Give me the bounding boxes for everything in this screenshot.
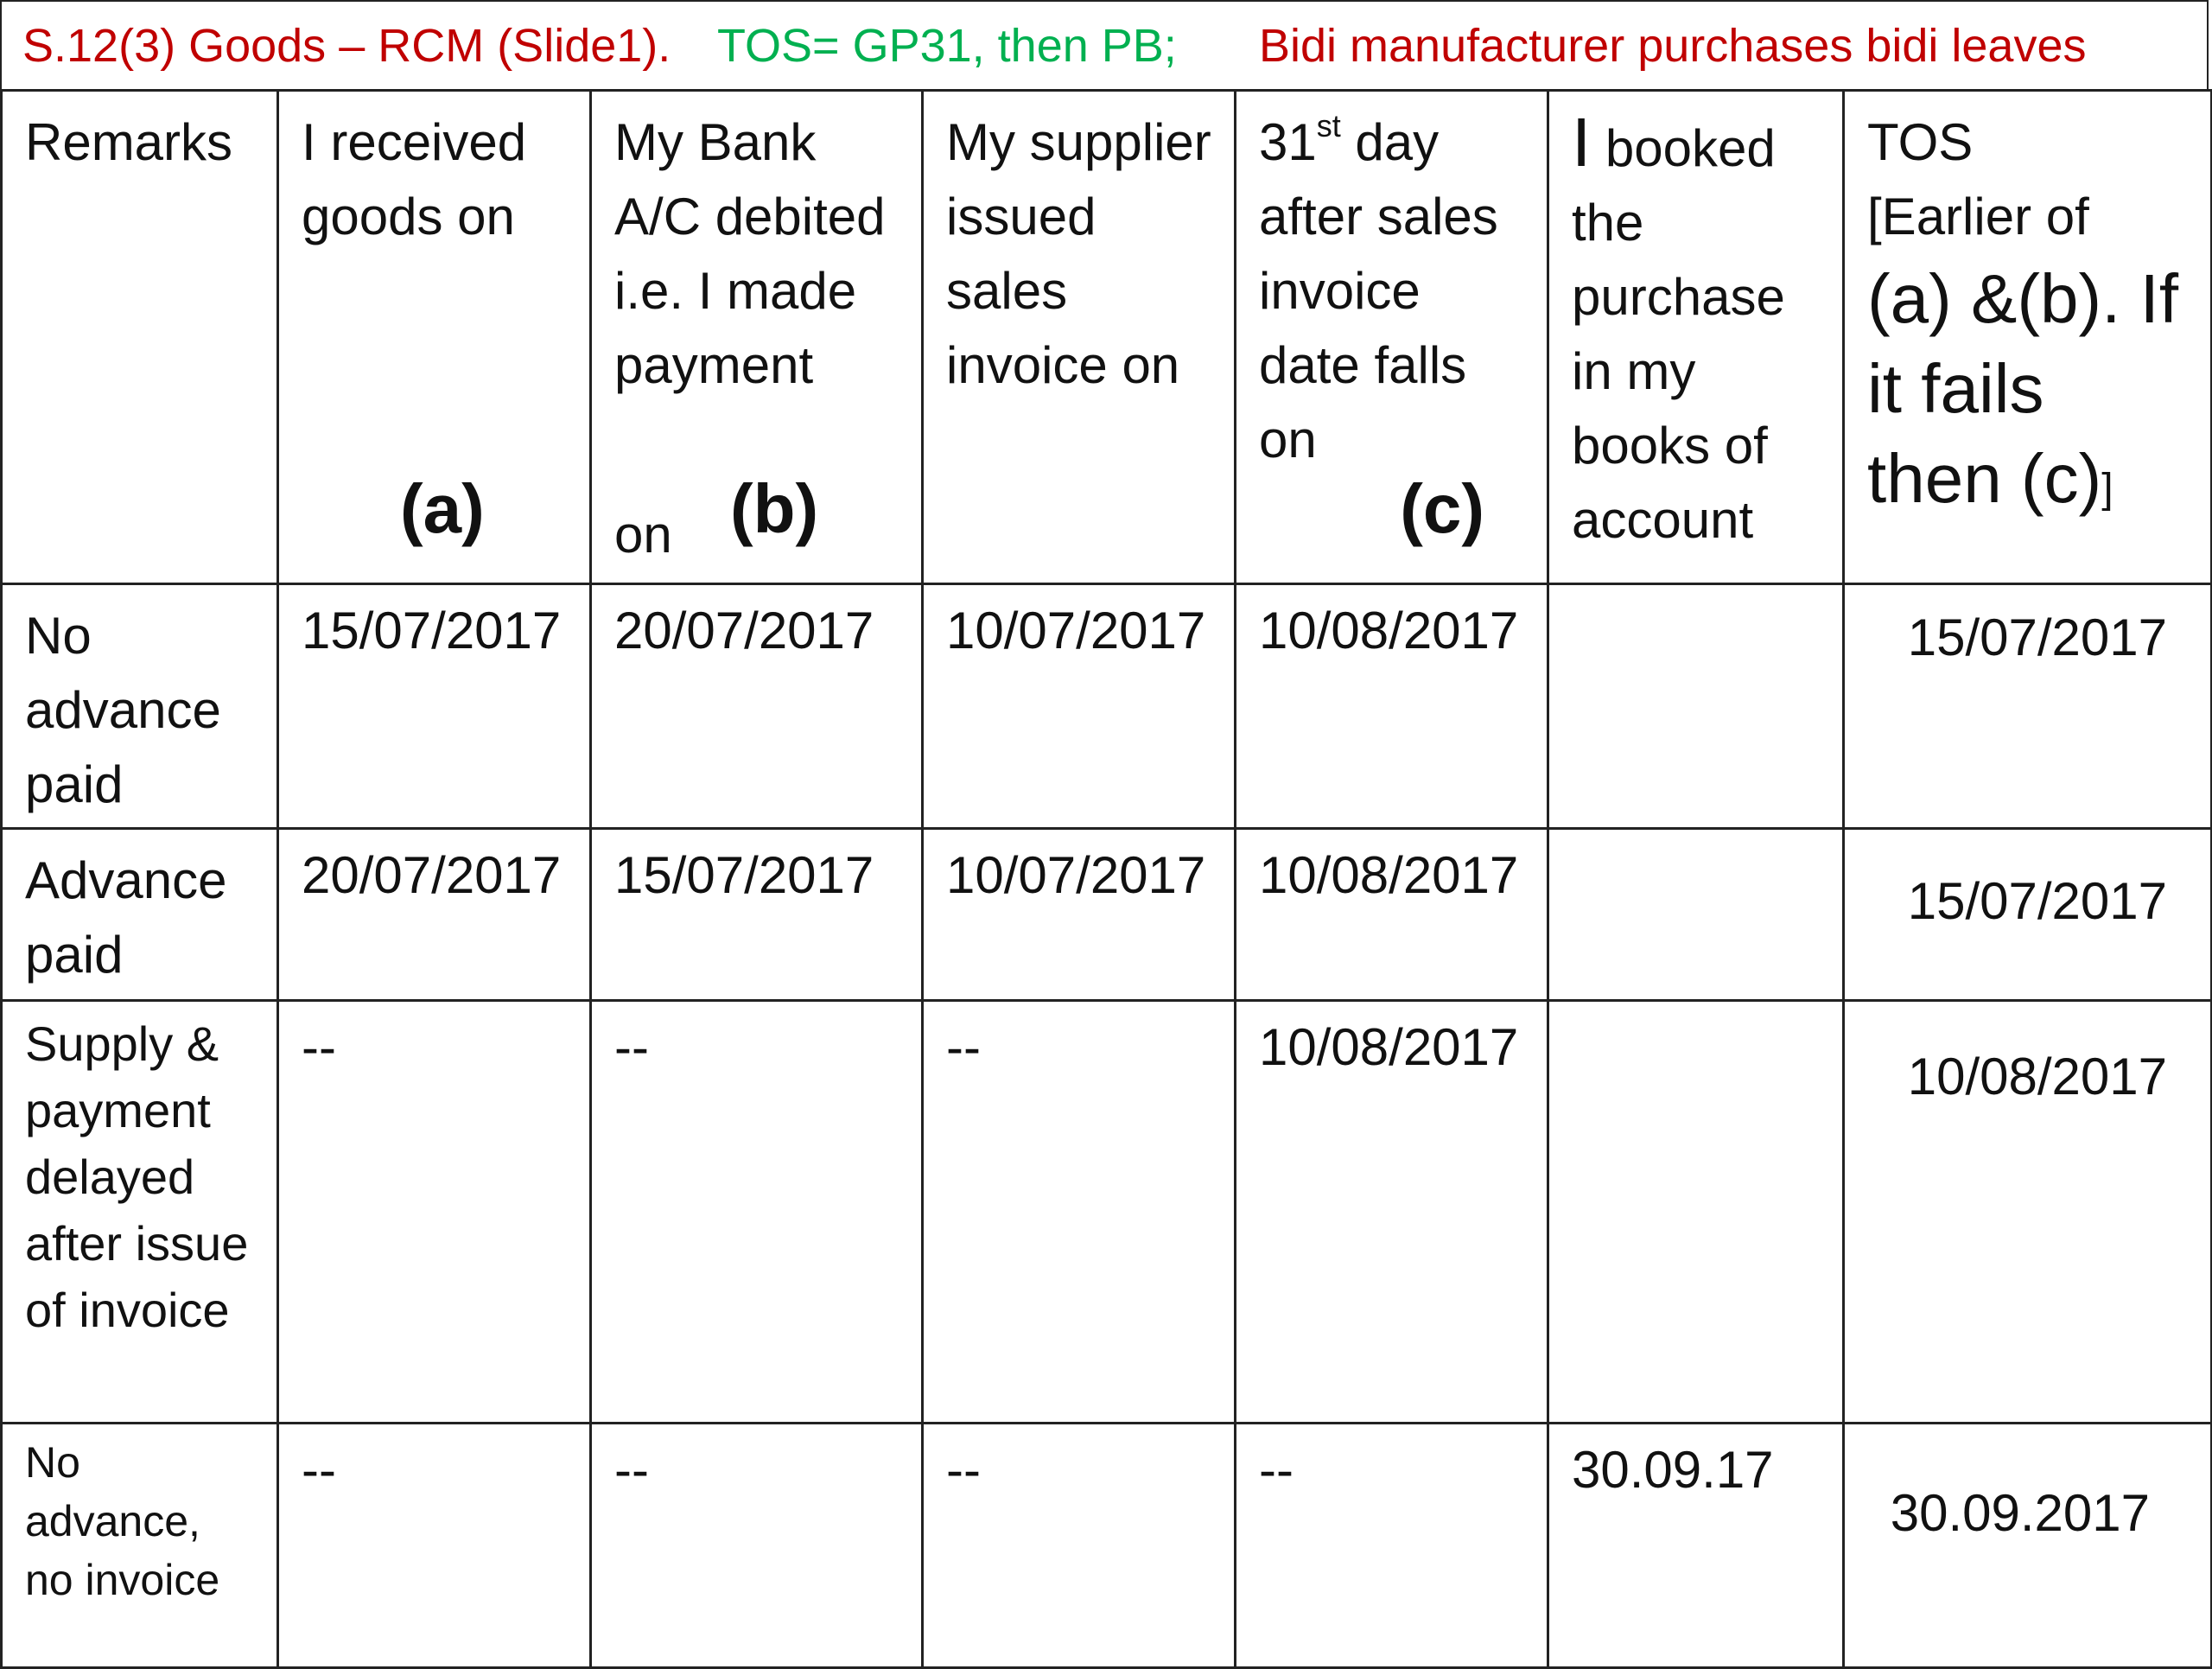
row-31st-day: -- <box>1259 1441 1294 1499</box>
slide-title <box>0 0 2209 89</box>
header-supplier: My supplier issued sales invoice on <box>923 91 1236 584</box>
table-row <box>2 829 2212 1001</box>
row-remarks: Supply & payment delayed after issue of invoice <box>25 1016 249 1337</box>
row-supplier: 10/07/2017 <box>946 846 1206 904</box>
header-remarks: Remarks <box>2 91 278 584</box>
header-31st-day: 31st day after sales invoice date falls on (c) <box>1236 91 1548 584</box>
row-supplier: -- <box>946 1018 981 1076</box>
row-31st-day: 10/08/2017 <box>1259 1018 1519 1076</box>
title-section: S.12(3) Goods – RCM (Slide1). <box>22 20 671 72</box>
title-subject: Bidi manufacturer purchases bidi leaves <box>1259 20 2087 72</box>
marker-a: (a) <box>400 470 485 547</box>
header-tos: TOS [Earlier of (a) &(b). If it fails then (c)] <box>1844 91 2212 584</box>
row-bank: 15/07/2017 <box>614 846 874 904</box>
table-row <box>2 584 2212 829</box>
row-31st-day: 10/08/2017 <box>1259 602 1519 659</box>
row-received: 20/07/2017 <box>302 846 562 904</box>
header-bank-on: on <box>614 506 672 564</box>
row-booked: 30.09.17 <box>1572 1441 1774 1499</box>
header-booked: I booked the purchase in my books of account <box>1548 91 1844 584</box>
row-received: 15/07/2017 <box>302 602 562 659</box>
row-booked <box>1549 830 1842 838</box>
row-bank: 20/07/2017 <box>614 602 874 659</box>
row-tos: 10/08/2017 <box>1907 1048 2167 1105</box>
row-bank: -- <box>614 1441 649 1499</box>
row-supplier: -- <box>946 1441 981 1499</box>
row-remarks: No advance paid <box>25 607 221 813</box>
marker-c: (c) <box>1400 470 1484 547</box>
row-received: -- <box>302 1441 336 1499</box>
row-tos: 30.09.2017 <box>1890 1484 2150 1542</box>
row-booked <box>1549 1002 1842 1010</box>
row-bank: -- <box>614 1018 649 1076</box>
table-row <box>2 1001 2212 1424</box>
marker-b: (b) <box>730 470 819 547</box>
header-received: I received goods on (a) <box>278 91 591 584</box>
row-tos: 15/07/2017 <box>1907 872 2167 930</box>
header-row <box>2 91 2212 584</box>
tos-table <box>0 89 2212 1669</box>
row-booked <box>1549 585 1842 594</box>
header-bank: My Bank A/C debited i.e. I made payment on (b) <box>591 91 923 584</box>
row-received: -- <box>302 1018 336 1076</box>
table-row <box>2 1424 2212 1668</box>
title-tos-rule: TOS= GP31, then PB; <box>717 20 1177 72</box>
row-31st-day: 10/08/2017 <box>1259 846 1519 904</box>
row-tos: 15/07/2017 <box>1907 608 2167 666</box>
row-supplier: 10/07/2017 <box>946 602 1206 659</box>
row-remarks: Advance paid <box>25 851 227 984</box>
row-remarks: No advance, no invoice <box>25 1438 220 1604</box>
